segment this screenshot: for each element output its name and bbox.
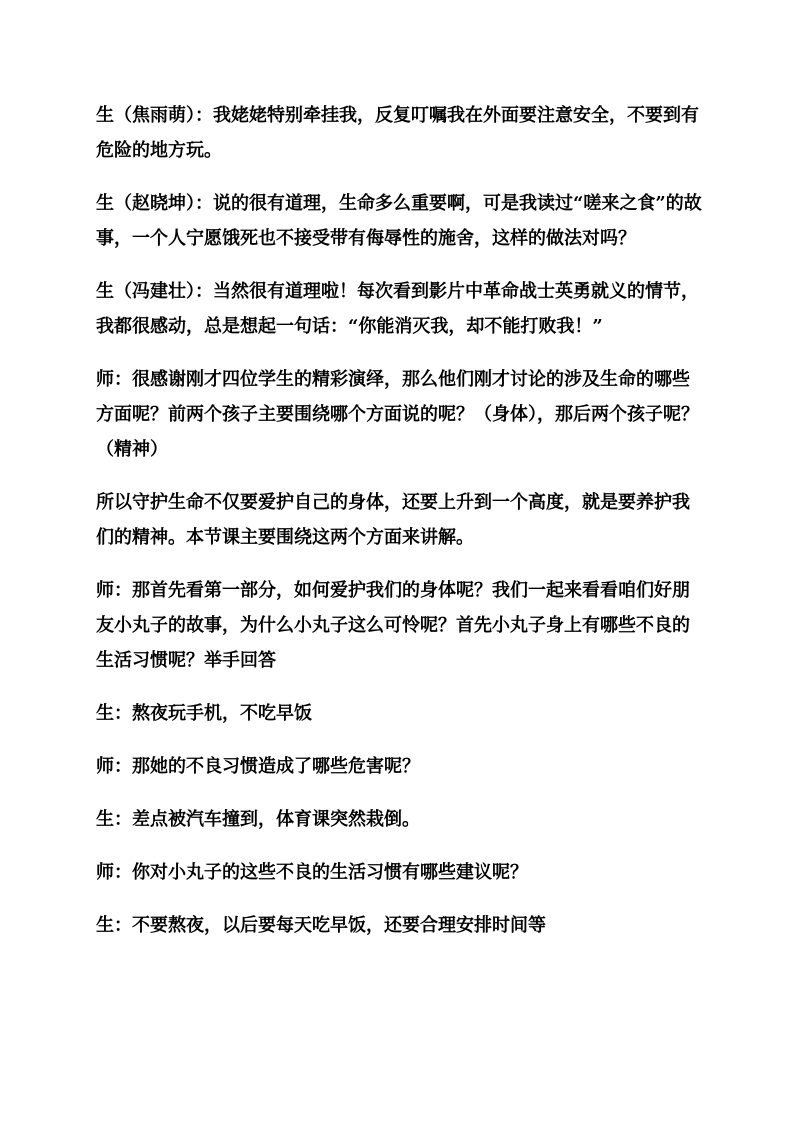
paragraph: 师：很感谢刚才四位学生的精彩演绎，那么他们刚才讨论的涉及生命的哪些方面呢？前两个孩子主要围绕哪个方面说的呢？（身体），那后两个孩子呢？（精神）: [96, 369, 699, 460]
paragraph: 生：不要熬夜，以后要每天吃早饭，还要合理安排时间等: [96, 915, 546, 936]
paragraph: 生（冯建壮）：当然很有道理啦！每次看到影片中革命战士英勇就义的情节，我都很感动，总是想起一句话：“你能消灭我，却不能打败我！”: [96, 281, 699, 337]
paragraph: 所以守护生命不仅要爱护自己的身体，还要上升到一个高度，就是要养护我们的精神。本节课主要围绕这两个方面来讲解。: [96, 492, 690, 548]
paragraph: 师：那她的不良习惯造成了哪些危害呢？: [96, 756, 420, 777]
paragraph: 师：你对小丸子的这些不良的生活习惯有哪些建议呢？: [96, 862, 528, 883]
paragraph: 生：熬夜玩手机，不吃早饭: [96, 703, 312, 724]
paragraph: 师：那首先看第一部分，如何爱护我们的身体呢？我们一起来看看咱们好朋友小丸子的故事，为什么小丸子这么可怜呢？首先小丸子身上有哪些不良的生活习惯呢？举手回答: [96, 580, 690, 671]
paragraph: 生（赵晓坤）：说的很有道理，生命多么重要啊，可是我读过“嗟来之食”的故事，一个人宁愿饿死也不接受带有侮辱性的施舍，这样的做法对吗？: [96, 193, 702, 249]
document-body: [96, 98, 706, 961]
paragraph: 生（焦雨萌）：我姥姥特别牵挂我，反复叮嘱我在外面要注意安全，不要到有危险的地方玩。: [96, 105, 699, 161]
paragraph: 生：差点被汽车撞到，体育课突然栽倒。: [96, 809, 420, 830]
